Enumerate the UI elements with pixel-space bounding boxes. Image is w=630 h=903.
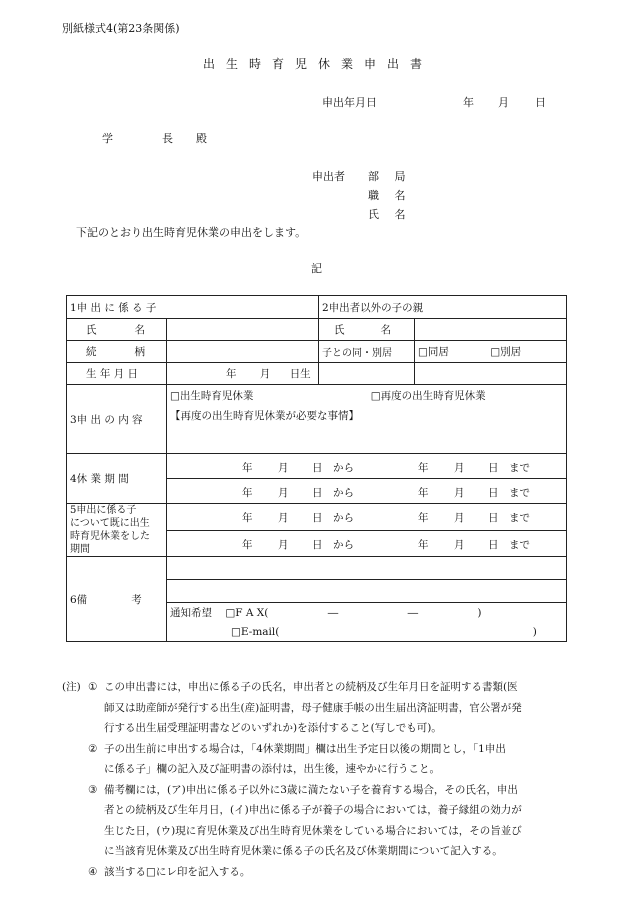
second-leave-checkbox[interactable]: □再度の出生時育児休業 xyxy=(370,390,486,402)
remarks-label: 6備 考 xyxy=(67,557,167,642)
leave-period-row-2[interactable]: 年 月 日 から 年 月 日 まで xyxy=(167,479,567,504)
previous-leave-row-2[interactable]: 年 月 日 から 年 月 日 まで xyxy=(167,530,567,557)
child-name-label: 氏 名 xyxy=(67,319,167,341)
reason-field[interactable] xyxy=(167,425,567,454)
leave-period-label: 4休 業 期 間 xyxy=(67,454,167,504)
cohabit-no-checkbox[interactable]: □別居 xyxy=(490,346,522,358)
cohabit-options xyxy=(415,341,567,363)
fax-checkbox[interactable]: □F A X( xyxy=(225,607,269,619)
notes-section xyxy=(62,677,582,882)
notify-label: 通知希望 xyxy=(170,607,212,619)
form-number: 別紙様式4(第23条関係) xyxy=(62,22,180,35)
notify-fax-row: 通知希望 □F A X( ― ― ) xyxy=(167,603,567,623)
page-title: 出生時育児休業申出書 xyxy=(203,57,434,71)
applicant-label: 申出者 xyxy=(312,170,345,183)
applicant-dept-label: 部 局 xyxy=(368,170,412,183)
birth-date-field[interactable]: 年 月 日生 xyxy=(167,363,319,385)
section-other-parent-header: 2申出者以外の子の親 xyxy=(319,296,567,319)
date-year-label: 年 xyxy=(463,96,474,109)
note-3: ③ 備考欄には，(ア)申出に係る子以外に3歳に満たない子を養育する場合，その氏名，申出 者との続柄及び生年月日，(イ)申出に係る子が養子の場合においては，養子縁組の効力が 生じた日，(ウ)現に育児休業及び出生時育児休業をしている場合においては，その旨並び に当該育児休業及び出生時育児休業に係る子の氏名及び休業期間について記入する。 xyxy=(88,783,522,857)
birth-date-label: 生 年 月 日 xyxy=(67,363,167,385)
remarks-line-2[interactable] xyxy=(167,580,567,603)
content-options xyxy=(167,385,567,407)
reason-label: 【再度の出生時育児休業が必要な事情】 xyxy=(167,406,567,425)
note-4: ④ 該当する□にレ印を記入する。 xyxy=(88,865,251,878)
applicant-name-label: 氏 名 xyxy=(368,208,412,221)
date-label: 申出年月日 xyxy=(322,96,377,109)
addressee-gaku: 学 xyxy=(102,132,113,145)
child-name-field[interactable] xyxy=(167,319,319,341)
section-child-header: 1申 出 に 係 る 子 xyxy=(67,296,319,319)
previous-leave-label: 5申出に係る子 について既に出生 時育児休業をした 期間 xyxy=(67,504,167,557)
note-1: (注) ① この申出書には，申出に係る子の氏名，申出者との続柄及び生年月日を証明する書類(医 師又は助産師が発行する出生(産)証明書，母子健康手帳の出生届出済証明書，官公署が発 行する出生届受理証明書などのいずれか)を添付すること(写しでも可)。 xyxy=(62,681,522,734)
blank-cell-a xyxy=(319,363,415,385)
first-leave-checkbox[interactable]: □出生時育児休業 xyxy=(170,390,254,402)
child-relation-field[interactable] xyxy=(167,341,319,363)
application-table xyxy=(66,295,567,642)
intro-text: 下記のとおり出生時育児休業の申出をします。 xyxy=(76,226,307,239)
other-parent-name-label: 氏 名 xyxy=(319,319,415,341)
addressee-cho: 長 xyxy=(162,132,173,145)
blank-cell-b xyxy=(415,363,567,385)
cohabit-label: 子との同・別居 xyxy=(319,341,415,363)
email-checkbox[interactable]: □E-mail( xyxy=(231,625,280,638)
leave-period-row-1[interactable]: 年 月 日 から 年 月 日 まで xyxy=(167,454,567,479)
child-relation-label: 続 柄 xyxy=(67,341,167,363)
remarks-line-1[interactable] xyxy=(167,557,567,580)
note-2: ② 子の出生前に申出する場合は，「4休業期間」欄は出生予定日以後の期間とし，「1申出 に係る子」欄の記入及び証明書の添付は，出生後，速やかに行うこと。 xyxy=(88,742,506,775)
cohabit-yes-checkbox[interactable]: □同居 xyxy=(418,346,449,358)
notify-email-row: □E-mail( ) xyxy=(167,622,567,642)
previous-leave-row-1[interactable]: 年 月 日 から 年 月 日 まで xyxy=(167,504,567,531)
date-day-label: 日 xyxy=(535,96,546,109)
other-parent-name-field[interactable] xyxy=(415,319,567,341)
applicant-position-label: 職 名 xyxy=(368,189,412,202)
addressee-dono: 殿 xyxy=(196,132,207,145)
date-month-label: 月 xyxy=(498,96,509,109)
ki-label: 記 xyxy=(311,262,322,275)
content-label: 3申 出 の 内 容 xyxy=(67,385,167,454)
